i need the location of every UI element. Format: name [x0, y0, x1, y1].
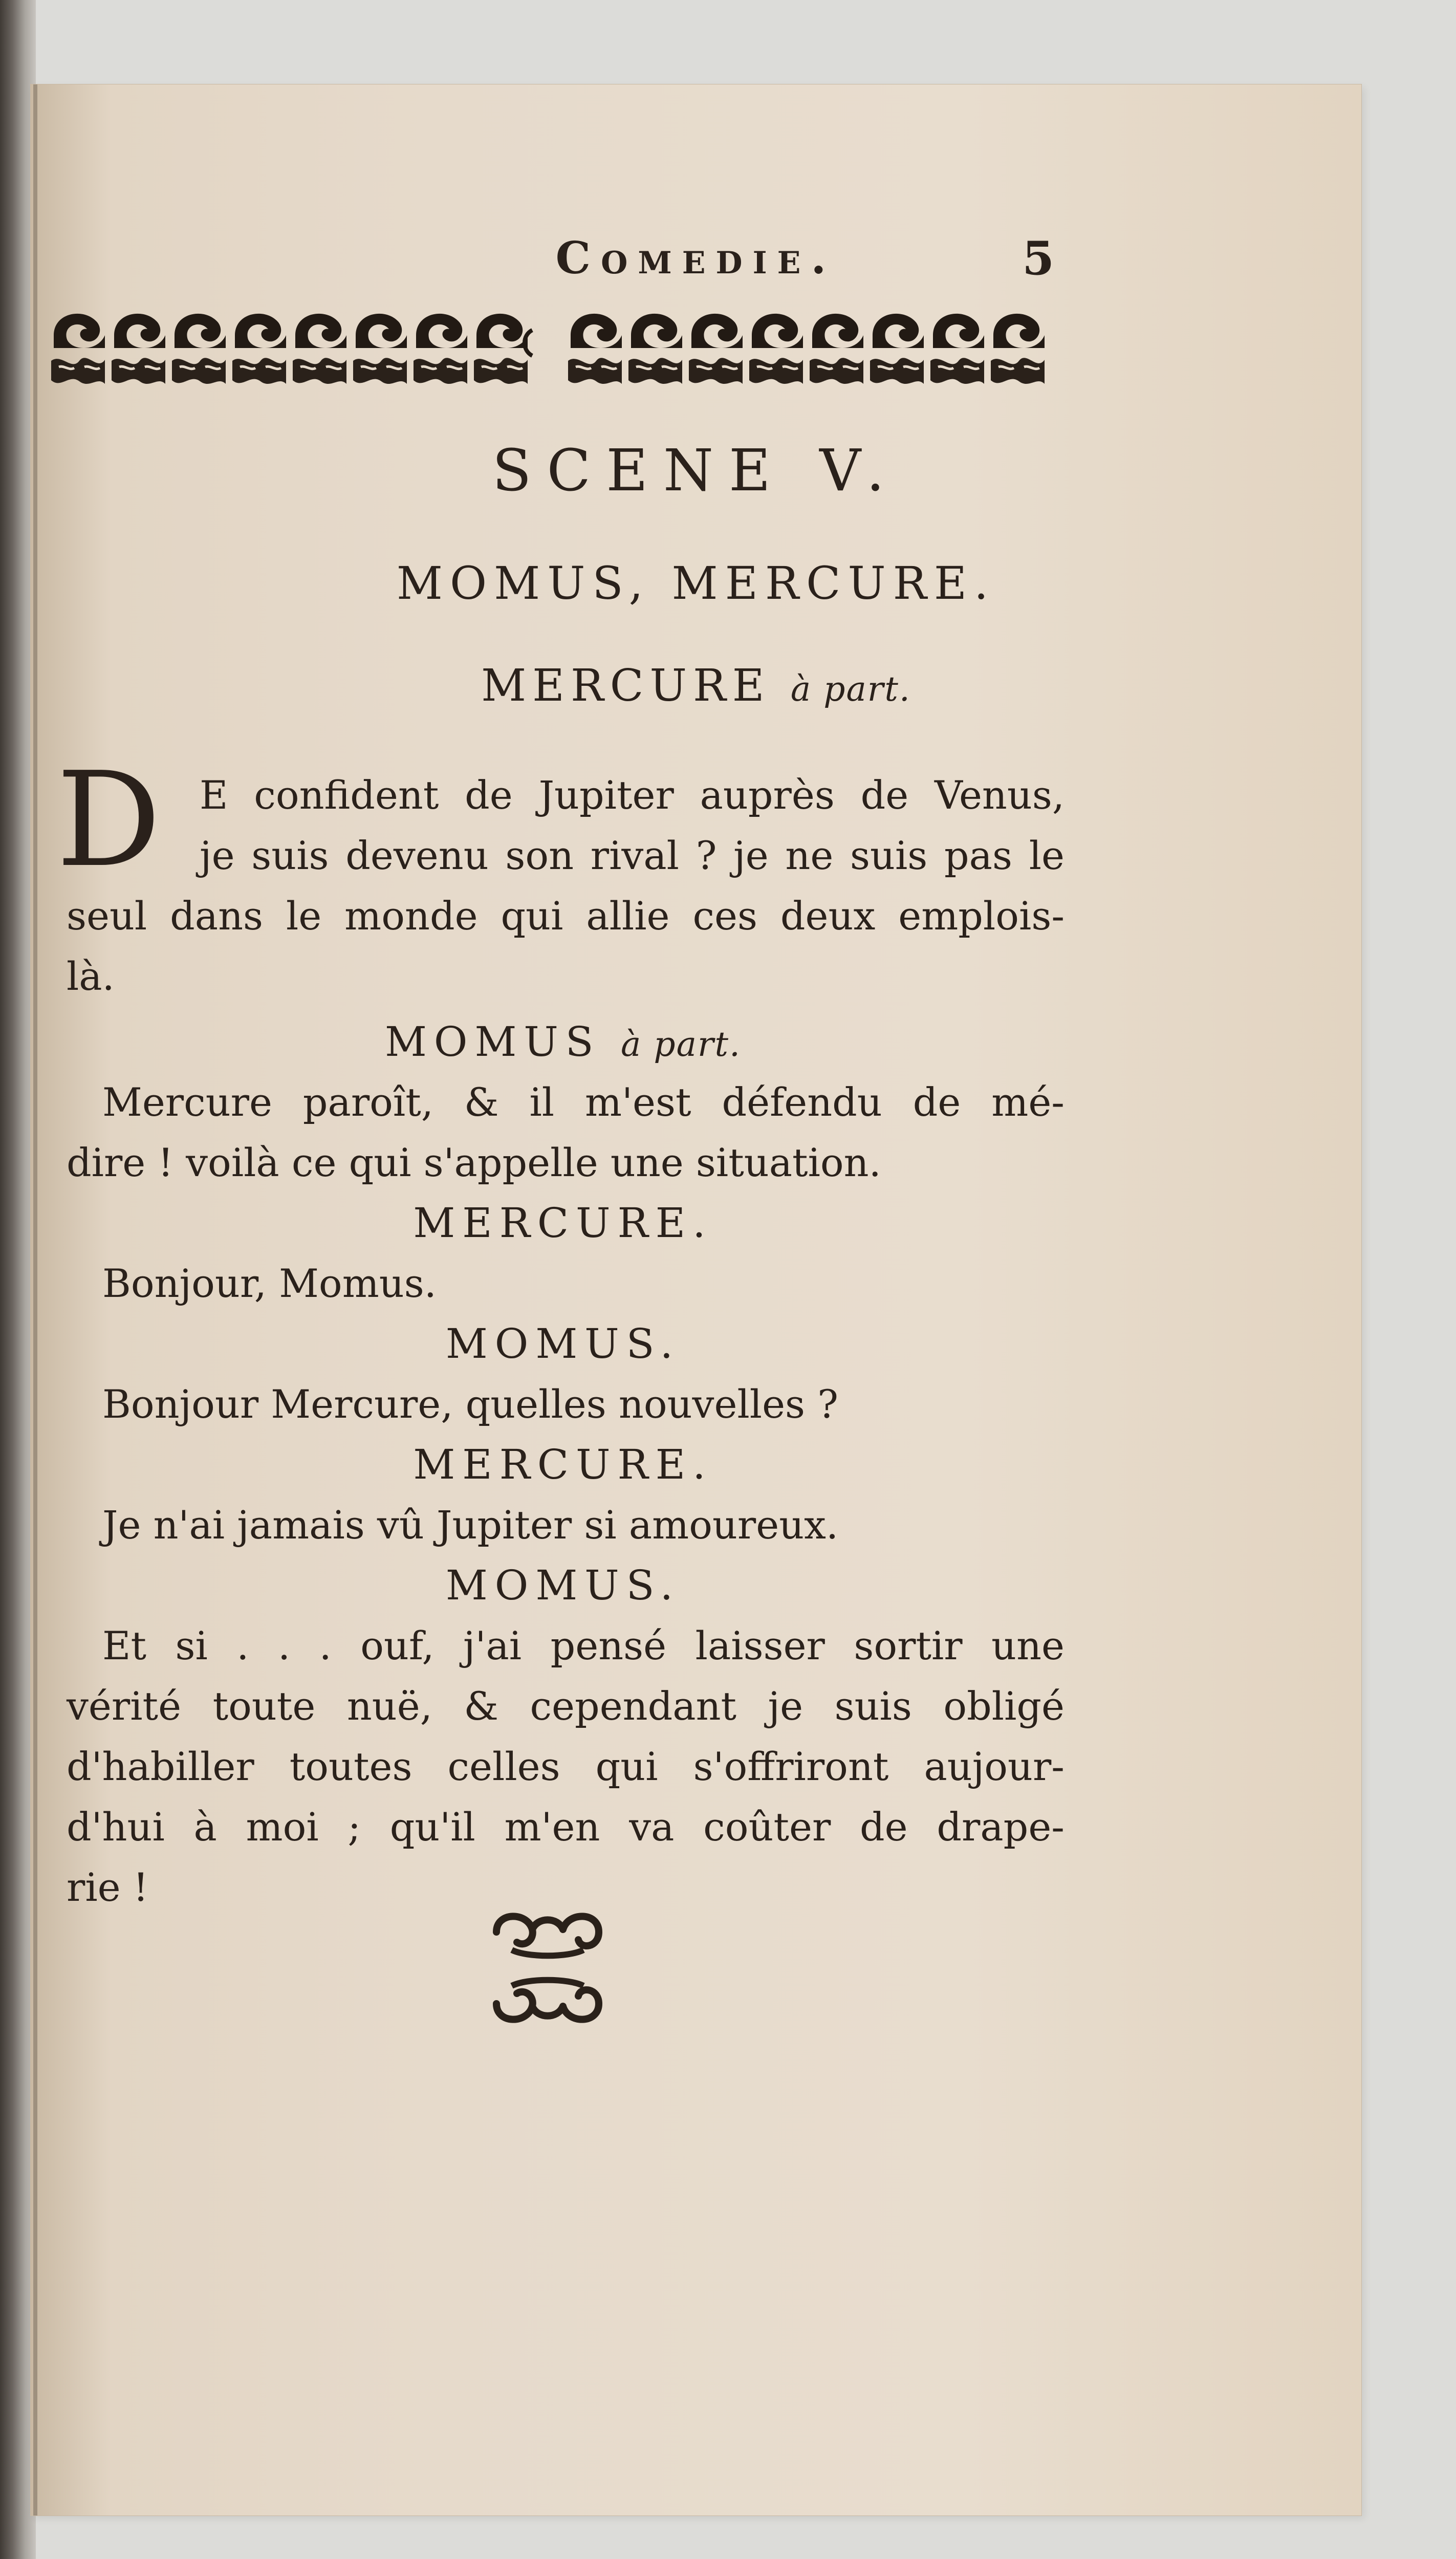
scene-characters: MOMUS, MERCURE. — [396, 557, 996, 610]
book-page — [31, 84, 1361, 2515]
opening-speaker — [31, 653, 1361, 723]
speaker-heading: MOMUS. — [445, 1320, 681, 1368]
text-line: seul dans le monde qui allie ces deux emplois- — [67, 893, 1064, 939]
speaker-heading: MERCURE. — [413, 1441, 713, 1488]
fleuron-ornament — [481, 1901, 614, 2034]
stage-direction: à part. — [790, 669, 911, 709]
text-line: Je n'ai jamais vû Jupiter si amoureux. — [102, 1502, 839, 1548]
text-line: Bonjour, Momus. — [102, 1261, 437, 1306]
speaker-name: MOMUS — [384, 1018, 601, 1066]
text-line: E confident de Jupiter auprès de Venus, — [200, 772, 1064, 818]
speaker-heading — [31, 1012, 1095, 1075]
running-head — [31, 228, 1361, 289]
text-line: je suis devenu son rival ? je ne suis pas le — [200, 833, 1064, 878]
scene-title: SCENE V. — [492, 438, 900, 504]
text-line: Mercure paroît, & il m'est défendu de mé- — [102, 1079, 1064, 1125]
text-line: d'habiller toutes celles qui s'offriront aujour- — [67, 1744, 1064, 1789]
text-line: rie ! — [67, 1864, 149, 1910]
ornament-band — [49, 299, 1057, 397]
stage-direction: à part. — [621, 1025, 742, 1064]
speaker-name: MERCURE — [481, 660, 771, 711]
speaker-heading: MOMUS. — [445, 1562, 681, 1609]
drop-cap: D — [56, 744, 161, 896]
running-title: Comedie. — [555, 232, 837, 284]
text-line: Bonjour Mercure, quelles nouvelles ? — [102, 1381, 838, 1427]
speaker-heading: MERCURE. — [413, 1199, 713, 1247]
text-line: là. — [67, 953, 115, 999]
text-line: vérité toute nuë, & cependant je suis obligé — [67, 1683, 1064, 1729]
text-line: dire ! voilà ce qui s'appelle une situation. — [67, 1140, 881, 1185]
page-number: 5 — [1022, 231, 1054, 286]
text-line: Et si . . . ouf, j'ai pensé laisser sortir une — [102, 1623, 1064, 1668]
text-line: d'hui à moi ; qu'il m'en va coûter de drape- — [67, 1804, 1064, 1850]
